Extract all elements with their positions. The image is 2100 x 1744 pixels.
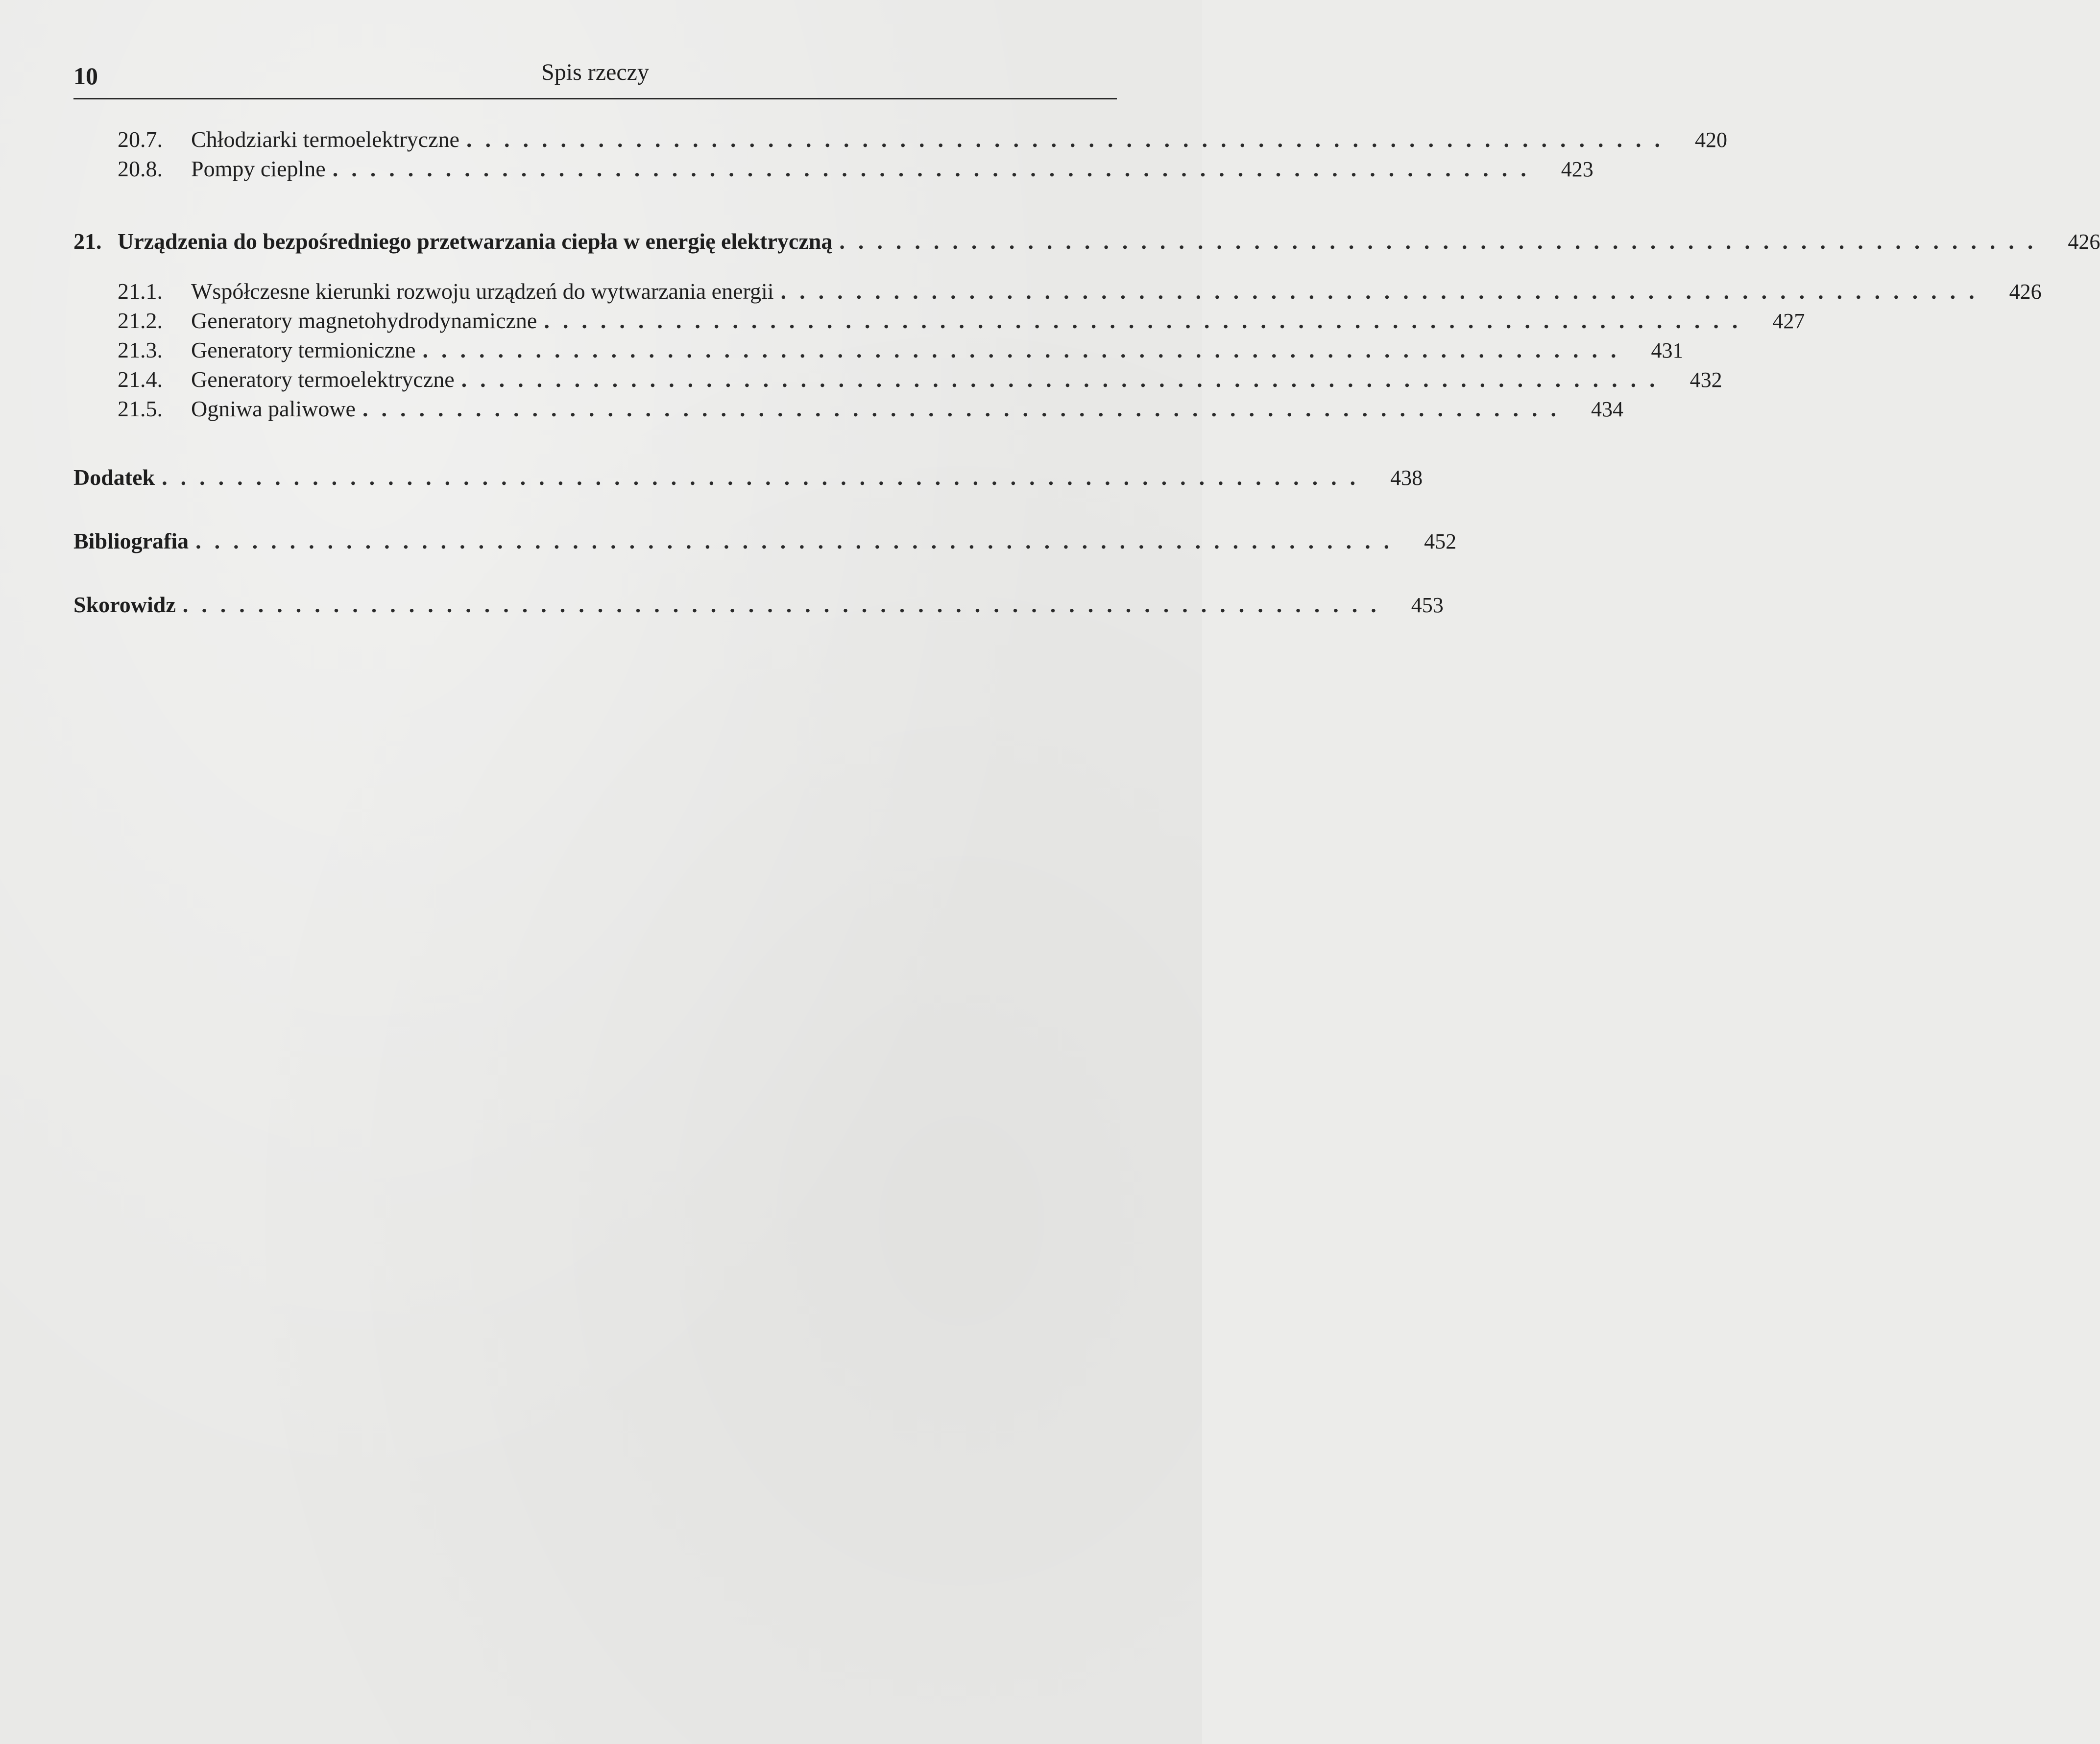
toc-entry-page: 427	[1772, 309, 1805, 333]
toc-entry-title: Skorowidz	[73, 592, 176, 617]
toc-entry-21-2[interactable]	[73, 306, 1805, 335]
toc-entry-page: 438	[1390, 466, 1423, 490]
dot-leader: ................................................................	[422, 337, 1630, 362]
toc-entry-21-5[interactable]	[73, 394, 1623, 424]
toc-chapter-21[interactable]	[73, 227, 2100, 256]
toc-entry-dodatek[interactable]	[73, 463, 1423, 492]
toc-entry-title: Ogniwa paliwowe	[191, 396, 356, 421]
dot-leader: ................................................................	[544, 308, 1751, 333]
table-of-contents	[73, 125, 2100, 620]
toc-entry-title: Generatory termoelektryczne	[191, 367, 455, 392]
toc-entry-21-1[interactable]	[73, 277, 2042, 306]
dot-leader: ................................................................	[461, 367, 1668, 392]
toc-entry-number: 20.8.	[118, 156, 163, 181]
toc-entry-page: 423	[1561, 157, 1593, 181]
dot-leader: ................................................................	[466, 127, 1673, 152]
toc-entry-page: 432	[1690, 368, 1722, 392]
toc-chapter-number: 21.	[73, 229, 102, 254]
toc-entry-number: 21.5.	[118, 396, 163, 421]
dot-leader: ................................................................	[195, 528, 1403, 553]
dot-leader: ................................................................	[162, 465, 1369, 490]
toc-entry-page: 420	[1694, 128, 1727, 152]
toc-entry-page: 452	[1424, 529, 1457, 553]
toc-entry-title: Generatory magnetohydrodynamiczne	[191, 308, 537, 333]
toc-entry-number: 21.2.	[118, 308, 163, 333]
dot-leader: ................................................................	[780, 279, 1988, 304]
toc-entry-page: 434	[1591, 397, 1623, 421]
toc-entry-number: 21.3.	[118, 337, 163, 362]
toc-entry-title: Dodatek	[73, 465, 155, 490]
toc-entry-title: Chłodziarki termoelektryczne	[191, 127, 459, 152]
toc-entry-number: 20.7.	[118, 127, 163, 152]
toc-entry-title: Współczesne kierunki rozwoju urządzeń do wytwarzania energii	[191, 279, 774, 304]
dot-leader: ................................................................	[362, 396, 1569, 421]
toc-entry-21-3[interactable]	[73, 335, 1684, 365]
toc-entry-title: Bibliografia	[73, 528, 189, 553]
toc-entry-title: Pompy cieplne	[191, 156, 326, 181]
toc-entry-20-8[interactable]	[73, 154, 1593, 184]
toc-entry-number: 21.4.	[118, 367, 163, 392]
running-head: Spis rzeczy	[541, 59, 649, 85]
page-number: 10	[73, 62, 98, 90]
toc-entry-21-4[interactable]	[73, 365, 1722, 394]
toc-entry-page: 426	[2009, 280, 2042, 304]
dot-leader: ................................................................	[182, 592, 1390, 617]
toc-entry-page: 431	[1651, 338, 1684, 362]
toc-entry-title: Generatory termioniczne	[191, 337, 416, 362]
dot-leader: ................................................................	[332, 156, 1540, 181]
toc-entry-number: 21.1.	[118, 279, 163, 304]
toc-entry-20-7[interactable]	[73, 125, 1727, 154]
toc-entry-skorowidz[interactable]	[73, 590, 1444, 620]
toc-entry-bibliografia[interactable]	[73, 526, 1457, 556]
toc-chapter-page: 426	[2068, 230, 2100, 254]
dot-leader: ................................................................	[839, 229, 2047, 254]
toc-entry-page: 453	[1411, 593, 1444, 617]
page-header	[73, 59, 1117, 99]
toc-chapter-title: Urządzenia do bezpośredniego przetwarzania ciepła w energię elektryczną	[118, 229, 833, 254]
